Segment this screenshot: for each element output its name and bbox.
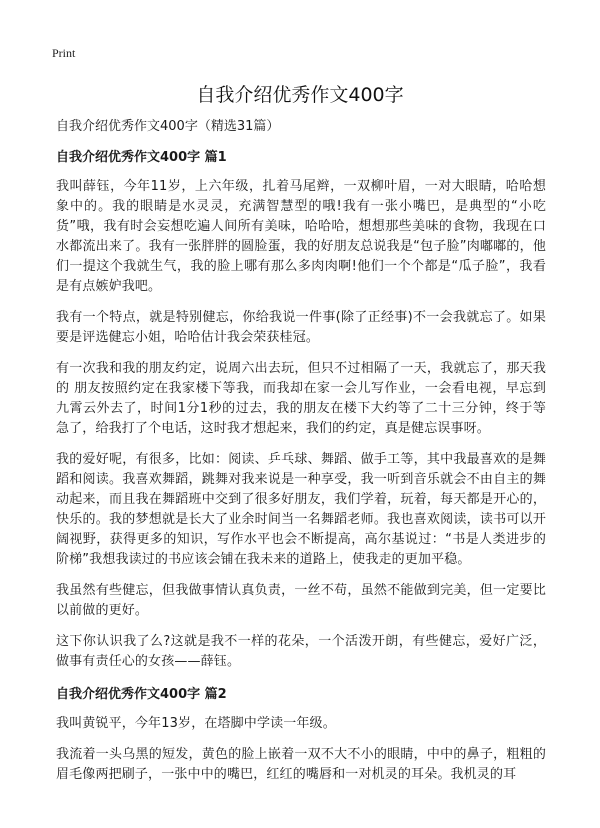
paragraph: 我有一个特点，就是特别健忘，你给我说一件事(除了正经事)不一会我就忘了。如果要是评选健忘小姐，哈哈估计我会荣获桂冠。 bbox=[56, 310, 546, 345]
section-heading: 自我介绍优秀作文400字 篇1 bbox=[56, 150, 227, 165]
document-title: 自我介绍优秀作文400字 bbox=[196, 84, 404, 106]
print-link[interactable]: Print bbox=[52, 46, 76, 60]
paragraph: 我流着一头乌黑的短发，黄色的脸上嵌着一双不大不小的眼睛，中中的鼻子，粗粗的眉毛像两把刷子，一张中中的嘴巴，红红的嘴唇和一对机灵的耳朵。我机灵的耳 bbox=[56, 747, 546, 782]
document-body bbox=[56, 118, 546, 796]
paragraph: 我叫薛钰，今年11岁，上六年级，扎着马尾辫，一双柳叶眉，一对大眼睛，哈哈想象中的。我的眼睛是水灵灵，充满智慧型的哦!我有一张小嘴巴，是典型的“小吃货”哦，我有时会妄想吃遍人间所有美味，哈哈哈，想想那些美味的食物，我现在口水都流出来了。我有一张胖胖的圆脸蛋，我的好朋友总说我是“包子脸”肉嘟嘟的，他们一提这个我就生气，我的脸上哪有那么多肉肉啊!他们一个个都是“瓜子脸”，我看是有点嫉妒我吧。 bbox=[56, 179, 546, 294]
essay-section bbox=[56, 149, 546, 672]
section-heading: 自我介绍优秀作文400字 篇2 bbox=[56, 687, 227, 702]
essay-section bbox=[56, 686, 546, 785]
document-subtitle: 自我介绍优秀作文400字（精选31篇） bbox=[56, 119, 280, 134]
paragraph: 这下你认识我了么?这就是我不一样的花朵，一个活泼开朗，有些健忘，爱好广泛，做事有责任心的女孩——薛钰。 bbox=[56, 634, 546, 669]
paragraph: 有一次我和我的朋友约定，说周六出去玩，但只不过相隔了一天，我就忘了，那天我的 朋友按照约定在我家楼下等我，而我却在家一会儿写作业，一会看电视，早忘到九霄云外去了，时间1分1秒的过去，我的朋友在楼下大约等了二十三分钟，终于等急了，给我打了个电话，这时我才想起来，我们的约定，真是健忘误事呀。 bbox=[56, 361, 546, 436]
paragraph: 我虽然有些健忘，但我做事情认真负责，一丝不苟，虽然不能做到完美，但一定要比以前做的更好。 bbox=[56, 583, 546, 618]
paragraph: 我的爱好呢，有很多，比如：阅读、乒乓球、舞蹈、做手工等，其中我最喜欢的是舞蹈和阅读。我喜欢舞蹈，跳舞对我来说是一种享受，我一听到音乐就会不由自主的舞动起来，而且我在舞蹈班中交到了很多好朋友，我们学着，玩着，每天都是开心的，快乐的。我的梦想就是长大了业余时间当一名舞蹈老师。我也喜欢阅读，读书可以开阔视野，获得更多的知识，写作水平也会不断提高，高尔基说过：“书是人类进步的阶梯”我想我读过的书应该会铺在我未来的道路上，使我走的更加平稳。 bbox=[56, 452, 546, 567]
paragraph: 我叫黄锐平，今年13岁，在塔脚中学读一年级。 bbox=[56, 716, 336, 731]
